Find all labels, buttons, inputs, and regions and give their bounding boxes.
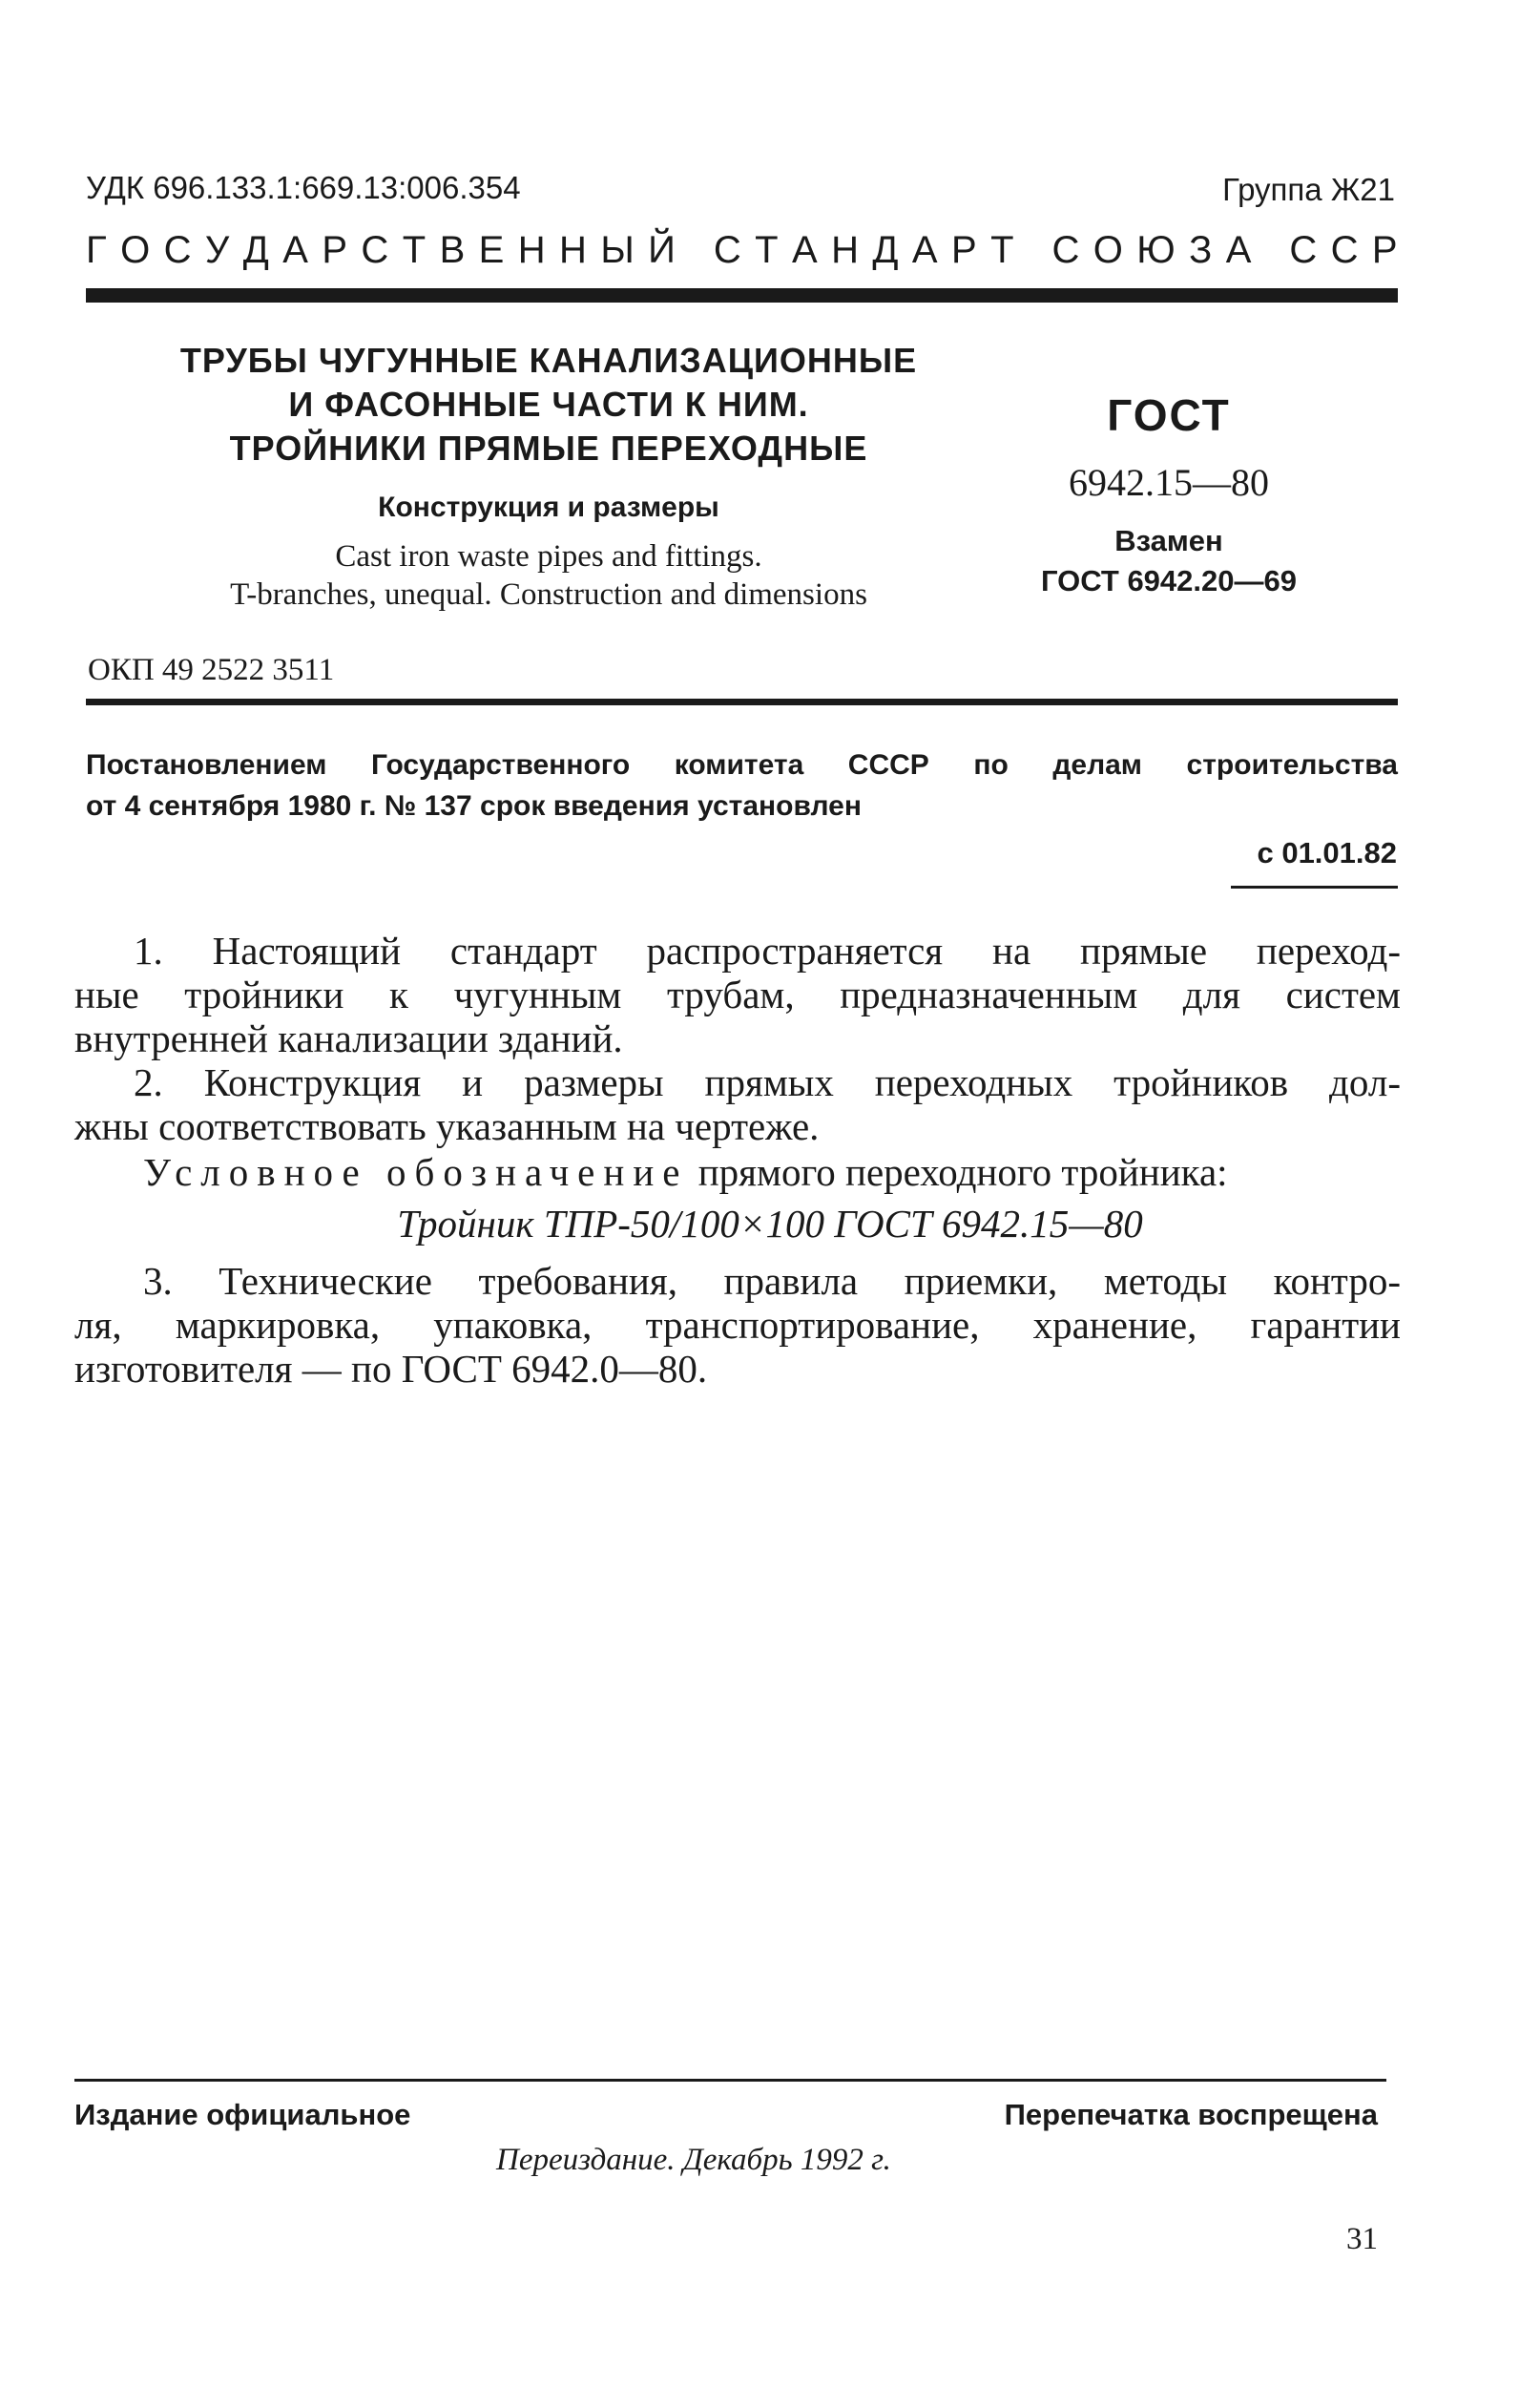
heading-letter: Д [872,229,899,271]
heading-letter: Т [990,229,1014,271]
state-standard-heading [86,229,1398,272]
title-line-1: ТРУБЫ ЧУГУННЫЕ КАНАЛИЗАЦИОННЫЕ [179,341,918,380]
designation-label-rest: прямого переходного тройника: [697,1150,1228,1194]
heading-letter: А [1225,229,1252,271]
heading-letter: С [361,229,389,271]
heading-letter: Д [242,229,269,271]
decree-line-2: от 4 сентября 1980 г. № 137 срок введения установлен [86,790,862,822]
heading-letter [689,229,699,272]
heading-letter: Й [648,229,676,271]
heading-letter: Р [322,229,348,271]
heading-letter: О [120,229,151,271]
middle-rule [86,699,1398,705]
paragraph-3-line-2: ля, маркировка, упаковка, транспортирование, хранение, гарантии [74,1303,1401,1347]
footer-rule [74,2079,1386,2082]
heading-letter: Р [950,229,977,271]
gost-label: ГОСТ [1107,390,1231,440]
heading-letter: Е [478,229,505,271]
english-title-line-1: Cast iron waste pipes and fittings. [335,539,762,574]
heading-letter: З [1189,229,1213,271]
heading-letter: А [282,229,308,271]
paragraph-2-line-1: 2. Конструкция и размеры прямых переходных тройников дол- [134,1060,1401,1104]
heading-letter [1265,229,1276,272]
title-line-3: ТРОЙНИКИ ПРЯМЫЕ ПЕРЕХОДНЫЕ [229,429,868,468]
paragraph-1-line-3: внутренней канализации зданий. [74,1016,623,1060]
heading-letter: Н [831,229,859,271]
heading-letter: А [792,229,818,271]
heading-letter: С [163,229,192,271]
subtitle: Конструкция и размеры [378,492,719,523]
effective-date: с 01.01.82 [1257,836,1397,869]
decree-line-1: Постановлением Государственного комитета СССР по делам строительства [86,749,1398,781]
paragraph-1-line-1: 1. Настоящий стандарт распространяется на прямые переход- [134,929,1401,973]
designation-label [143,1149,1401,1195]
effective-date-rule [1231,886,1398,889]
heading-letter: О [1093,229,1123,271]
designation-label-spaced: Условное обозначение [143,1150,689,1194]
heading-letter: Ю [1136,229,1176,271]
heading-letter: В [439,229,466,271]
paragraph-2-line-2: жны соответствовать указанным на чертеже. [74,1104,820,1148]
replaces-label: Взамен [1114,524,1223,557]
official-edition: Издание официальное [74,2098,411,2131]
designation-example: Тройник ТПР-50/100×100 ГОСТ 6942.15—80 [397,1202,1143,1246]
heading-letter: Т [755,229,779,271]
english-title-line-2: T-branches, unequal. Construction and dimensions [230,577,867,612]
heading-letter: Ы [600,229,635,271]
heading-letter: Г [86,229,107,271]
paragraph-3-line-1: 3. Технические требования, правила приемки, методы контро- [143,1259,1401,1303]
english-title [143,537,954,614]
heading-letter: С [1330,229,1359,271]
heading-letter: С [713,229,741,271]
heading-letter: У [204,229,230,271]
page-number: 31 [1346,2222,1378,2256]
replaces-number: ГОСТ 6942.20—69 [1041,564,1297,597]
okp-code: ОКП 49 2522 3511 [88,653,335,687]
heading-letter: Р [1371,229,1398,271]
reissue-note: Переиздание. Декабрь 1992 г. [496,2143,891,2177]
paragraph-3-line-3: изготовителя — по ГОСТ 6942.0—80. [74,1347,708,1391]
gost-number: 6942.15—80 [1069,461,1269,504]
heading-letter: Н [559,229,587,271]
heading-letter: С [1051,229,1080,271]
gost-block [1011,389,1326,598]
title-block [143,339,954,614]
heading-letter: А [911,229,938,271]
heading-letter [1028,229,1038,272]
heading-letter: С [1289,229,1318,271]
heading-letter: Т [402,229,427,271]
udk-code: УДК 696.133.1:669.13:006.354 [86,170,521,205]
group-code: Группа Ж21 [1222,172,1395,207]
title-line-2: И ФАСОННЫЕ ЧАСТИ К НИМ. [288,385,809,424]
reprint-prohibited: Перепечатка воспрещена [1004,2098,1378,2131]
paragraph-1-line-2: ные тройники к чугунным трубам, предназначенным для систем [74,973,1401,1016]
top-rule [86,288,1398,303]
heading-letter: Н [517,229,546,271]
